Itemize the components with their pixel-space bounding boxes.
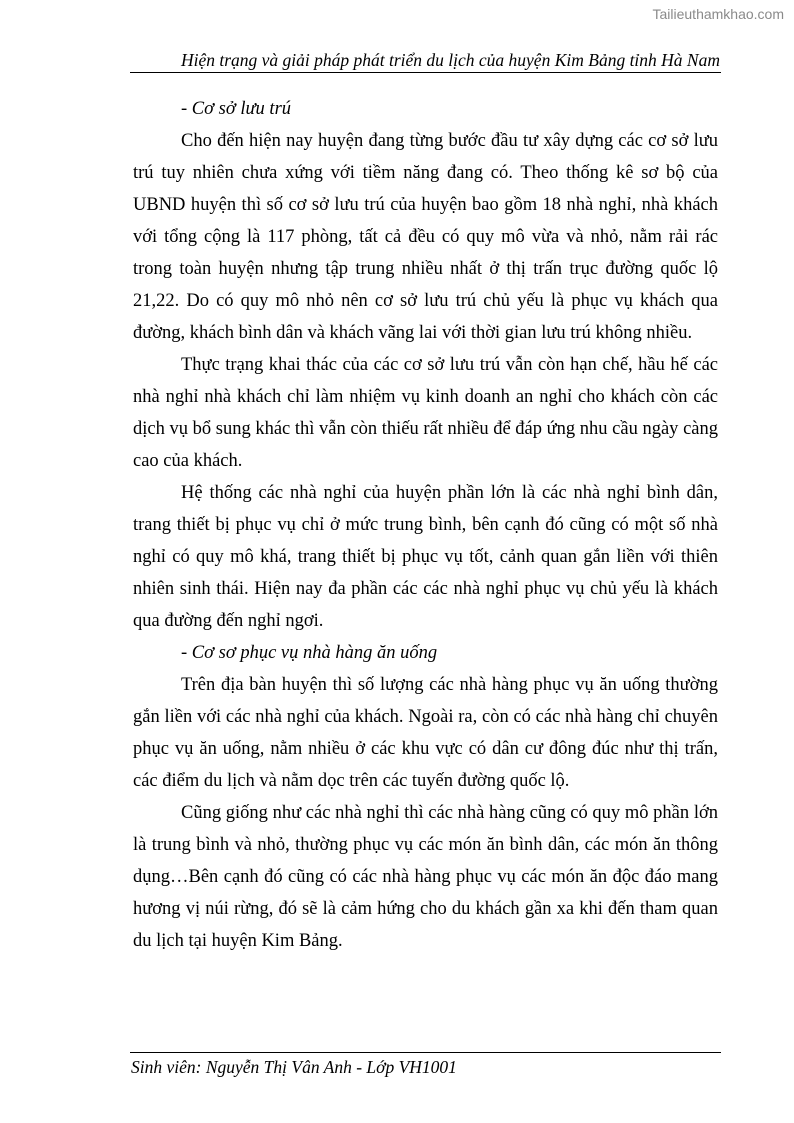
paragraph-accommodation-overview: Cho đến hiện nay huyện đang từng bước đầu tư xây dựng các cơ sở lưu trú tuy nhiên chưa xứng với tiềm năng đang có. Theo thống kê sơ bộ của UBND huyện thì số cơ sở lưu trú của huyện bao gồm 18 nhà nghỉ, nhà khách với tổng cộng là 117 phòng, tất cả đều có quy mô vừa và nhỏ, nằm rải rác trong toàn huyện nhưng tập trung nhiều nhất ở thị trấn trục đường quốc lộ 21,22. Do có quy mô nhỏ nên cơ sở lưu trú chủ yếu là phục vụ khách qua đường, khách bình dân và khách vãng lai với thời gian lưu trú không nhiều. [133, 131, 718, 343]
watermark: Tailieuthamkhao.com [652, 6, 784, 22]
document-body [133, 93, 718, 957]
footer-divider [130, 1052, 721, 1053]
paragraph-accommodation-status: Thực trạng khai thác của các cơ sở lưu trú vẫn còn hạn chế, hầu hế các nhà nghỉ nhà khách chỉ làm nhiệm vụ kinh doanh an nghỉ cho khách còn các dịch vụ bổ sung khác thì vẫn còn thiếu rất nhiều để đáp ứng nhu cầu ngày càng cao của khách. [133, 355, 718, 471]
page-header-title: Hiện trạng và giải pháp phát triển du lịch của huyện Kim Bảng tỉnh Hà Nam [180, 50, 720, 70]
paragraph-accommodation-system: Hệ thống các nhà nghỉ của huyện phần lớn là các nhà nghỉ bình dân, trang thiết bị phục vụ chỉ ở mức trung bình, bên cạnh đó cũng có một số nhà nghỉ có quy mô khá, trang thiết bị phục vụ tốt, cảnh quan gắn liền với thiên nhiên sinh thái. Hiện nay đa phần các các nhà nghỉ phục vụ chủ yếu là khách qua đường đến nghỉ ngơi. [133, 483, 718, 631]
paragraph-restaurant-overview: Trên địa bàn huyện thì số lượng các nhà hàng phục vụ ăn uống thường gắn liền với các nhà nghỉ của khách. Ngoài ra, còn có các nhà hàng chỉ chuyên phục vụ ăn uống, nằm nhiều ở các khu vực có dân cư đông đúc như thị trấn, các điểm du lịch và nằm dọc trên các tuyến đường quốc lộ. [133, 675, 718, 791]
section-heading-restaurant: - Cơ sơ phục vụ nhà hàng ăn uống [181, 643, 438, 663]
header-divider [130, 72, 721, 73]
page-footer-author: Sinh viên: Nguyễn Thị Vân Anh - Lớp VH1001 [131, 1057, 457, 1077]
paragraph-restaurant-scale: Cũng giống như các nhà nghỉ thì các nhà hàng cũng có quy mô phần lớn là trung bình và nhỏ, thường phục vụ các món ăn bình dân, các món ăn thông dụng…Bên cạnh đó cũng có các nhà hàng phục vụ các món ăn độc đáo mang hương vị núi rừng, đó sẽ là cảm hứng cho du khách gần xa khi đến tham quan du lịch tại huyện Kim Bảng. [133, 803, 718, 951]
section-heading-accommodation: - Cơ sở lưu trú [181, 99, 292, 119]
